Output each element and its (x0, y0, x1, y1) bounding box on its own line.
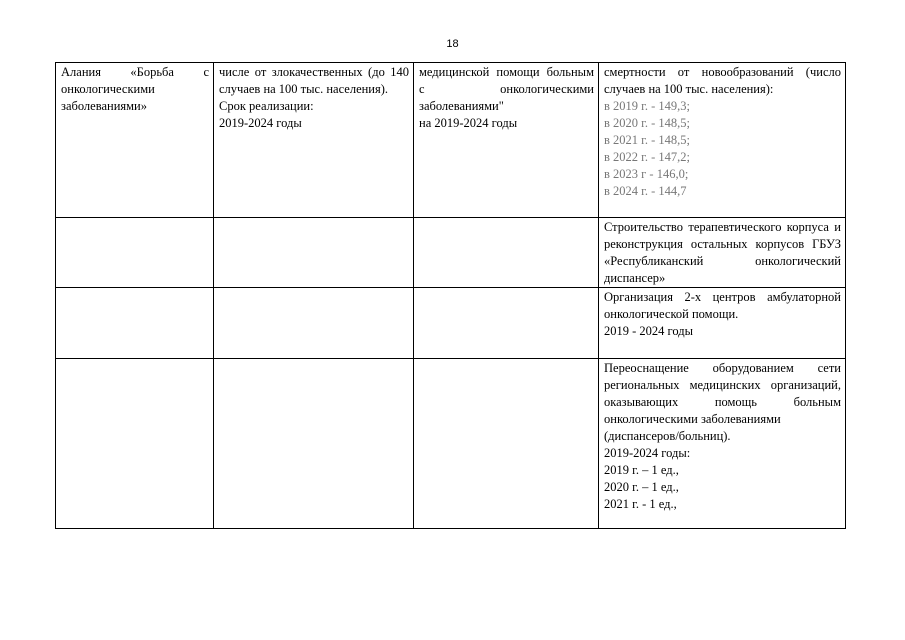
program-name-text: Алания «Борьба с онкологическими заболеваниями» (61, 65, 209, 113)
mortality-2022: в 2022 г. - 147,2; (604, 150, 691, 164)
construction-text: Строительство терапевтического корпуса и реконструкция остальных корпусов ГБУЗ «Республиканский онкологический диспансер» (604, 220, 841, 285)
empty-cell (214, 288, 414, 359)
empty-cell (214, 359, 414, 529)
table-cell-program-name (56, 63, 214, 218)
table-row (56, 218, 846, 288)
equipment-2020: 2020 г. – 1 ед., (604, 480, 679, 494)
term-years: 2019-2024 годы (219, 116, 302, 130)
target-text: числе от злокачественных (до 140 случаев на 100 тыс. населения). (219, 65, 409, 96)
table-cell-subprogram (414, 63, 599, 218)
subprogram-years: на 2019-2024 годы (419, 116, 518, 130)
centers-text: Организация 2-х центров амбулаторной онкологической помощи. (604, 290, 841, 321)
empty-cell (214, 218, 414, 288)
table-cell-activity (599, 218, 846, 288)
page-number: 18 (446, 38, 459, 50)
table-cell-activity (599, 288, 846, 359)
mortality-2024: в 2024 г. - 144,7 (604, 184, 687, 198)
table-cell-activity (599, 359, 846, 529)
table-row (56, 359, 846, 529)
program-table (55, 62, 846, 529)
mortality-2019: в 2019 г. - 149,3; (604, 99, 691, 113)
table-cell-indicators (599, 63, 846, 218)
empty-cell (56, 218, 214, 288)
table-row (56, 63, 846, 218)
empty-cell (414, 288, 599, 359)
equipment-2021: 2021 г. - 1 ед., (604, 497, 677, 511)
mortality-2023: в 2023 г - 146,0; (604, 167, 689, 181)
empty-cell (56, 359, 214, 529)
mortality-2020: в 2020 г. - 148,5; (604, 116, 691, 130)
empty-cell (56, 288, 214, 359)
empty-cell (414, 359, 599, 529)
term-label: Срок реализации: (219, 99, 314, 113)
empty-cell (414, 218, 599, 288)
equipment-text: Переоснащение оборудованием сети региональных медицинских организаций, оказывающих помощь больным онкологическими заболеваниями (604, 361, 841, 426)
mortality-2021: в 2021 г. - 148,5; (604, 133, 691, 147)
subprogram-text: медицинской помощи больным с онкологическими заболеваниями" (419, 65, 594, 113)
equipment-years: 2019-2024 годы: (604, 446, 691, 460)
equipment-institutions: (диспансеров/больниц). (604, 429, 731, 443)
equipment-2019: 2019 г. – 1 ед., (604, 463, 679, 477)
table-row (56, 288, 846, 359)
mortality-intro: смертности от новообразований (число случаев на 100 тыс. населения): (604, 65, 841, 96)
centers-years: 2019 - 2024 годы (604, 324, 694, 338)
table-cell-target (214, 63, 414, 218)
